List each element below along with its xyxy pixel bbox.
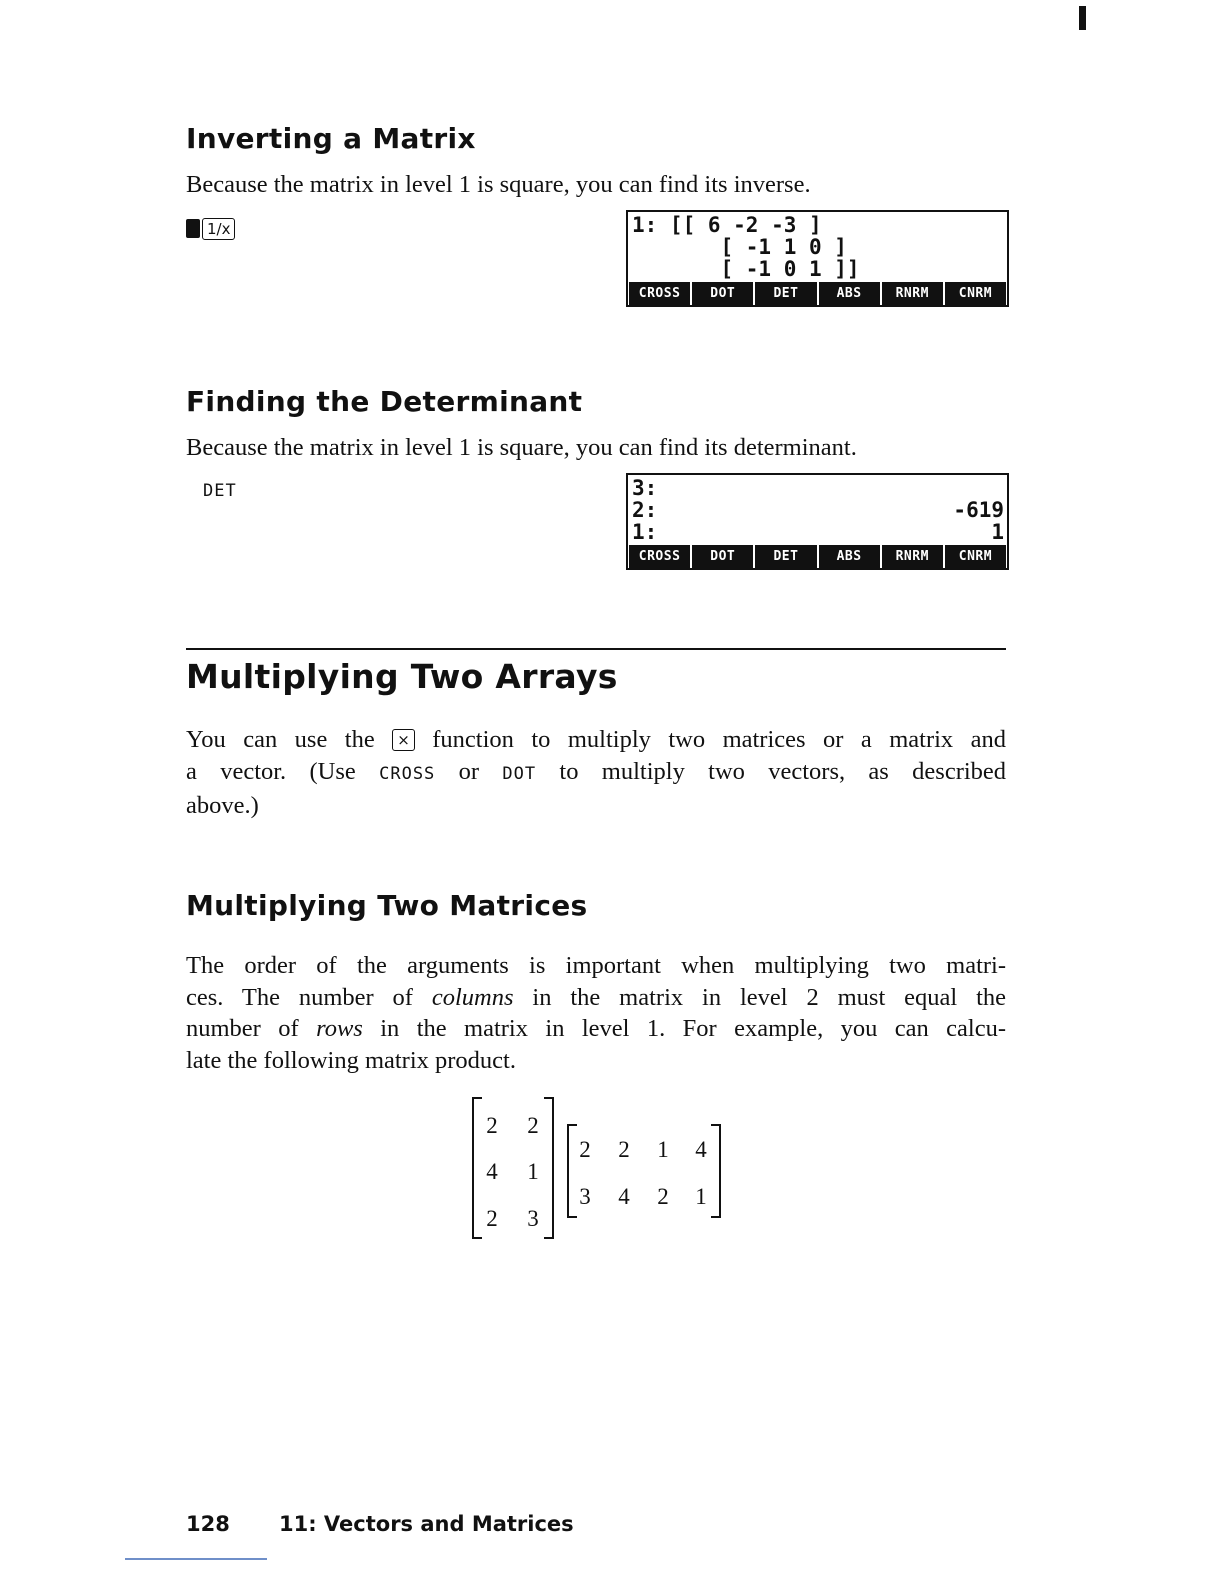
menu-key-abs: ABS bbox=[819, 282, 880, 305]
matrix-b-cell: 4 bbox=[618, 1184, 630, 1209]
emphasis-rows: rows bbox=[316, 1015, 363, 1042]
heading-inverting-matrix: Inverting a Matrix bbox=[186, 122, 476, 155]
text-fragment: ces. The number of bbox=[186, 983, 413, 1011]
matrix-a-cell: 1 bbox=[527, 1159, 539, 1184]
multiply-key: × bbox=[392, 729, 415, 751]
cross-keyword: CROSS bbox=[379, 763, 436, 784]
matrix-a-left-bracket bbox=[472, 1097, 482, 1239]
matrix-b bbox=[565, 1124, 725, 1218]
menu-key-det: DET bbox=[755, 282, 816, 305]
display-value-level-2: -619 bbox=[953, 498, 1004, 522]
display-line-2: [ -1 1 0 ] bbox=[632, 235, 847, 259]
calculator-display-inverse bbox=[626, 210, 1009, 307]
menu-key-rnrm: RNRM bbox=[882, 282, 943, 305]
page-number: 128 bbox=[186, 1512, 230, 1536]
calculator-display-determinant bbox=[626, 473, 1009, 570]
chapter-title: 11: Vectors and Matrices bbox=[279, 1512, 574, 1536]
heading-finding-determinant: Finding the Determinant bbox=[186, 385, 583, 418]
menu-key-dot: DOT bbox=[692, 545, 753, 568]
text-line: The order of the arguments is important when multiplying two matri- bbox=[186, 952, 1006, 979]
multiplying-arrays-text bbox=[186, 724, 1006, 822]
multiplying-matrices-text bbox=[186, 950, 1006, 1076]
text-fragment: in the matrix in level 1. For example, you can calcu- bbox=[380, 1015, 1007, 1042]
display-level-3: 3: bbox=[632, 476, 658, 500]
menu-key-cross: CROSS bbox=[629, 282, 690, 305]
text-fragment: to multiply two vectors, as described bbox=[559, 757, 1007, 785]
section-divider bbox=[186, 648, 1006, 650]
menu-key-det: DET bbox=[755, 545, 816, 568]
inverse-keystroke bbox=[186, 218, 235, 240]
matrix-a-cell: 2 bbox=[486, 1206, 498, 1231]
text-fragment: a vector. (Use bbox=[186, 757, 356, 785]
matrix-a-cell: 4 bbox=[486, 1159, 498, 1184]
text-line: above.) bbox=[186, 792, 259, 819]
menu-key-dot: DOT bbox=[692, 282, 753, 305]
matrix-a-cell: 2 bbox=[527, 1113, 539, 1138]
determinant-text: Because the matrix in level 1 is square, you can find its determinant. bbox=[186, 434, 857, 461]
matrix-a-right-bracket bbox=[544, 1097, 554, 1239]
footer-underline bbox=[125, 1558, 267, 1560]
matrix-b-cell: 2 bbox=[657, 1184, 669, 1209]
emphasis-columns: columns bbox=[431, 983, 514, 1011]
matrix-b-right-bracket bbox=[711, 1124, 721, 1218]
text-fragment: You can use the bbox=[186, 726, 375, 753]
display-menu-bar bbox=[628, 282, 1007, 305]
matrix-a bbox=[470, 1097, 560, 1239]
matrix-b-cell: 2 bbox=[618, 1137, 630, 1162]
matrix-b-cell: 2 bbox=[579, 1137, 591, 1162]
text-fragment: in the matrix in level 2 must equal the bbox=[532, 983, 1007, 1011]
text-fragment: or bbox=[458, 757, 480, 785]
display-level-1: 1: bbox=[632, 520, 658, 544]
text-line: late the following matrix product. bbox=[186, 1046, 516, 1074]
display-level-2: 2: bbox=[632, 498, 658, 522]
heading-multiplying-arrays: Multiplying Two Arrays bbox=[186, 657, 618, 696]
matrix-a-cell: 2 bbox=[486, 1113, 498, 1138]
matrix-b-cell: 1 bbox=[657, 1137, 669, 1162]
display-line-1: 1: [[ 6 -2 -3 ] bbox=[632, 213, 822, 237]
matrix-a-cell: 3 bbox=[527, 1206, 539, 1231]
text-fragment: function to multiply two matrices or a matrix and bbox=[432, 726, 1007, 753]
menu-key-abs: ABS bbox=[819, 545, 880, 568]
left-shift-key-icon bbox=[186, 219, 200, 238]
menu-key-cnrm: CNRM bbox=[945, 545, 1006, 568]
menu-key-cnrm: CNRM bbox=[945, 282, 1006, 305]
menu-key-rnrm: RNRM bbox=[882, 545, 943, 568]
display-line-3: [ -1 0 1 ]] bbox=[632, 257, 860, 281]
inverting-text: Because the matrix in level 1 is square, you can find its inverse. bbox=[186, 171, 811, 198]
inverse-key: 1/x bbox=[202, 218, 235, 240]
matrix-b-cell: 4 bbox=[695, 1137, 707, 1162]
dot-keyword: DOT bbox=[502, 763, 537, 784]
det-keystroke: DET bbox=[203, 481, 237, 501]
menu-key-cross: CROSS bbox=[629, 545, 690, 568]
matrix-b-cell: 1 bbox=[695, 1184, 707, 1209]
matrix-b-cell: 3 bbox=[579, 1184, 591, 1209]
display-value-level-1: 1 bbox=[991, 520, 1004, 544]
display-menu-bar bbox=[628, 545, 1007, 568]
margin-marker bbox=[1079, 6, 1086, 30]
text-fragment: number of bbox=[186, 1015, 299, 1042]
heading-multiplying-matrices: Multiplying Two Matrices bbox=[186, 889, 588, 922]
